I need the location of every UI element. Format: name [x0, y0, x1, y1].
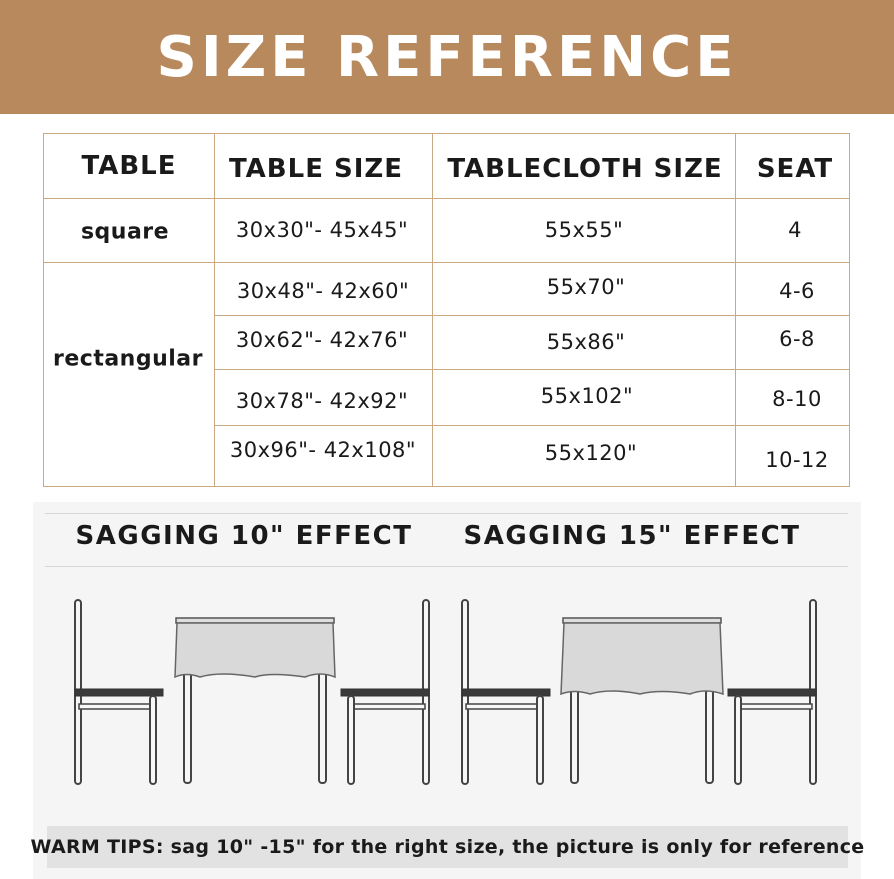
tablecloth-size-cell: 55x120": [544, 441, 638, 465]
sagging-15-title: SAGGING 15" EFFECT: [463, 521, 801, 551]
table-size-cell: 30x48"- 42x60": [236, 279, 410, 303]
seat-cell: 4: [788, 218, 802, 242]
table-size-cell: 30x78"- 42x92": [235, 389, 409, 413]
table-with-two-chairs-icon: [462, 600, 816, 784]
column-header-table-size: TABLE SIZE: [228, 154, 404, 184]
warm-tips: WARM TIPS: sag 10" -15" for the right size, the picture is only for reference: [47, 826, 848, 868]
seat-cell: 6-8: [779, 327, 815, 351]
tablecloth-size-cell: 55x102": [540, 384, 634, 408]
seat-cell: 4-6: [779, 279, 815, 303]
table-type-square: square: [80, 219, 170, 245]
page-title: SIZE REFERENCE: [156, 24, 738, 90]
seat-cell: 10-12: [765, 448, 829, 472]
table-with-two-chairs-icon: [75, 600, 429, 784]
table-size-cell: 30x30"- 45x45": [235, 218, 409, 242]
column-header-seat: SEAT: [756, 154, 834, 184]
table-size-cell: 30x96"- 42x108": [229, 438, 417, 462]
table-size-cell: 30x62"- 42x76": [235, 328, 409, 352]
column-header-tablecloth-size: TABLECLOTH SIZE: [447, 154, 723, 184]
table-type-rectangular: rectangular: [53, 346, 203, 372]
tablecloth-size-cell: 55x70": [546, 275, 626, 299]
tablecloth-size-cell: 55x55": [544, 218, 624, 242]
tablecloth-size-cell: 55x86": [546, 330, 626, 354]
column-header-table: TABLE: [81, 151, 177, 181]
seat-cell: 8-10: [772, 387, 822, 411]
sagging-10-title: SAGGING 10" EFFECT: [75, 521, 413, 551]
